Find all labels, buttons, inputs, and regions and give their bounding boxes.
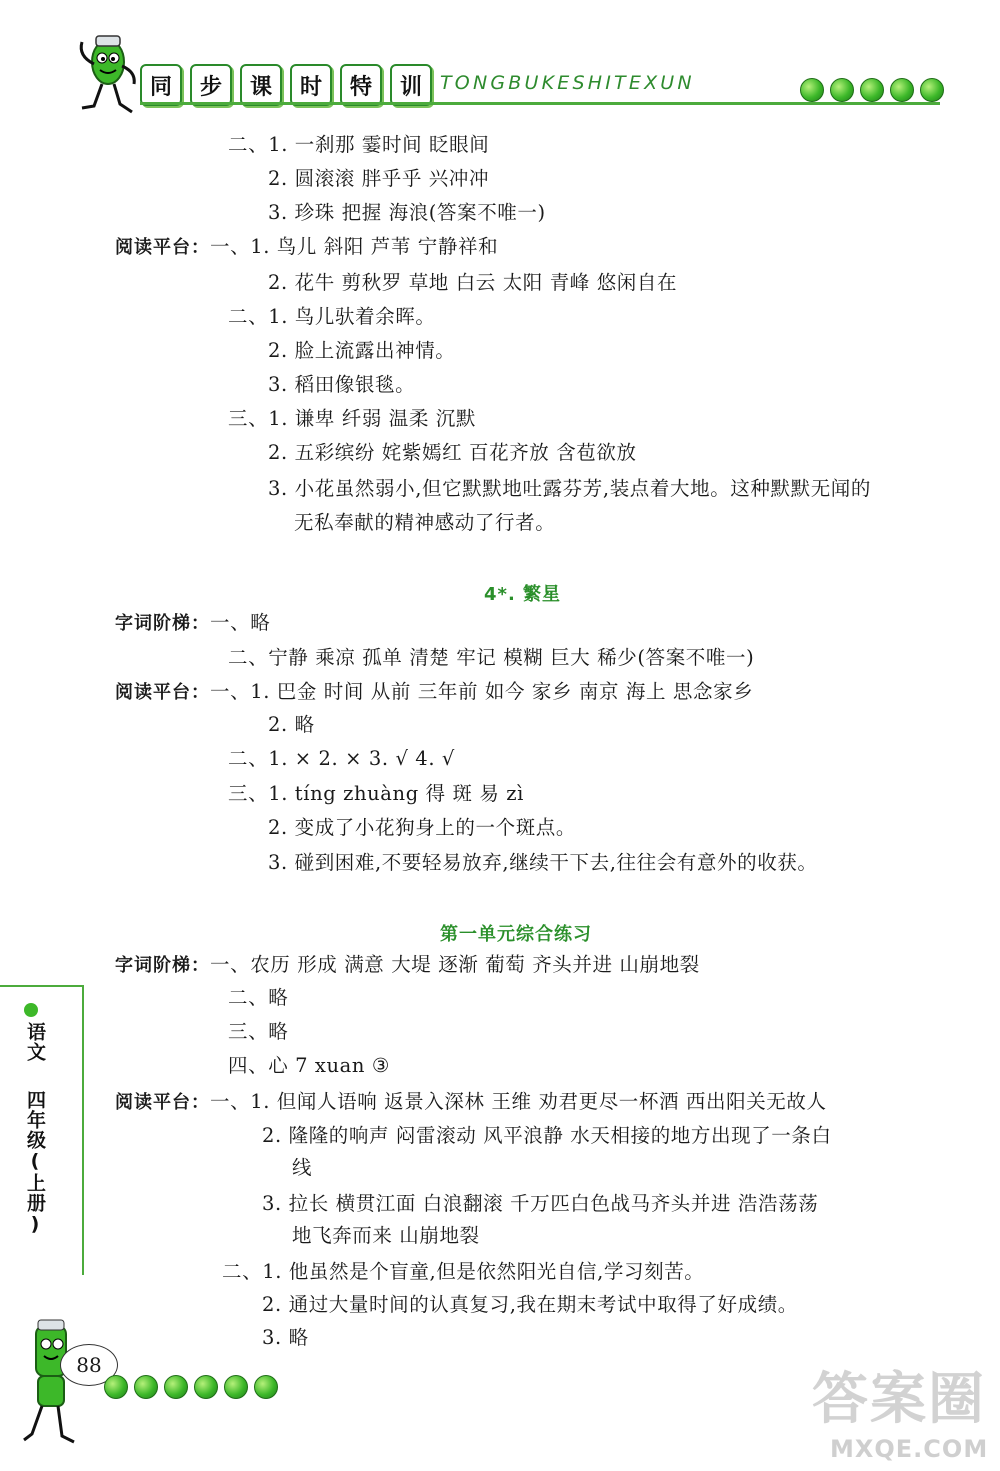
answer-text: 二、1. 鸟儿驮着余晖。 — [228, 305, 436, 328]
answer-line — [268, 815, 576, 841]
answer-line — [115, 610, 270, 637]
section-title: 4*. 繁星 — [484, 584, 562, 605]
answer-text: 一、农历 形成 满意 大堤 逐渐 葡萄 齐头并进 山崩地裂 — [210, 953, 700, 976]
footer-dot-row — [104, 1375, 278, 1399]
answer-text: 3. 拉长 横贯江面 白浪翻滚 千万匹白色战马齐头并进 浩浩荡荡 — [262, 1192, 819, 1215]
section-label: 阅读平台： — [115, 1092, 210, 1113]
answer-line — [268, 712, 315, 738]
answer-line — [115, 234, 498, 261]
watermark-url: MXQE.COM — [830, 1435, 989, 1463]
answer-line — [292, 1155, 312, 1181]
section-label: 阅读平台： — [115, 682, 210, 703]
green-dot-icon — [920, 78, 944, 102]
answer-line — [228, 406, 476, 432]
answer-text: 三、1. 谦卑 纤弱 温柔 沉默 — [228, 407, 476, 430]
section-label: 阅读平台： — [115, 237, 210, 258]
answer-line — [268, 166, 489, 192]
answer-text: 线 — [292, 1156, 313, 1179]
answer-text: 3. 稻田像银毯。 — [268, 373, 416, 396]
answer-text: 一、略 — [210, 611, 271, 634]
answer-line — [228, 781, 524, 807]
title-char: 训 — [390, 64, 432, 106]
answer-text: 3. 珍珠 把握 海浪(答案不唯一) — [268, 201, 546, 224]
answer-line — [268, 850, 818, 876]
green-dot-icon — [830, 78, 854, 102]
pencil-mascot-icon — [72, 28, 142, 118]
answer-line — [294, 510, 555, 536]
sidebar-subject: 语文 — [24, 1022, 46, 1062]
watermark-glyph: 案 — [870, 1367, 926, 1432]
answer-text: 2. 圆滚滚 胖乎乎 兴冲冲 — [268, 167, 490, 190]
header-pinyin: TONGBUKESHITEXUN — [440, 72, 695, 94]
answer-text: 无私奉献的精神感动了行者。 — [294, 511, 556, 534]
answer-text: 一、1. 但闻人语响 返景入深林 王维 劝君更尽一杯酒 西出阳关无故人 — [210, 1090, 827, 1113]
green-dot-icon — [800, 78, 824, 102]
answer-line — [115, 1089, 827, 1116]
answer-text: 四、心 7 xuan ③ — [228, 1054, 390, 1077]
answer-line — [268, 476, 871, 502]
section-label: 字词阶梯： — [115, 955, 210, 976]
green-dot-icon — [134, 1375, 158, 1399]
answer-text: 2. 通过大量时间的认真复习,我在期末考试中取得了好成绩。 — [262, 1293, 798, 1316]
answer-line — [115, 679, 753, 706]
answer-text: 2. 略 — [268, 713, 315, 736]
green-dot-icon — [164, 1375, 188, 1399]
section-title: 第一单元综合练习 — [440, 924, 592, 945]
answer-text: 3. 略 — [262, 1326, 309, 1349]
answer-line — [268, 372, 415, 398]
watermark-glyph: 答 — [812, 1367, 868, 1432]
watermark-logo — [812, 1355, 992, 1465]
sidebar-grade: 四年级(上册) — [24, 1090, 46, 1236]
answer-text: 三、略 — [228, 1020, 289, 1043]
header-dot-row — [800, 78, 944, 102]
page-header — [0, 0, 1000, 125]
answer-line — [228, 645, 754, 671]
answer-line — [228, 1053, 390, 1079]
title-char: 时 — [290, 64, 332, 106]
title-char: 特 — [340, 64, 382, 106]
answer-text: 二、略 — [228, 986, 289, 1009]
green-dot-icon — [890, 78, 914, 102]
answer-line — [292, 1223, 480, 1249]
watermark-glyph: 圈 — [928, 1367, 984, 1432]
answer-text: 2. 变成了小花狗身上的一个斑点。 — [268, 816, 577, 839]
header-rule — [140, 102, 940, 105]
answer-line — [115, 952, 700, 979]
answer-line — [268, 440, 637, 466]
page-number: 88 — [60, 1344, 118, 1386]
answer-text: 3. 碰到困难,不要轻易放弃,继续干下去,往往会有意外的收获。 — [268, 851, 818, 874]
answer-text: 2. 五彩缤纷 姹紫嫣红 百花齐放 含苞欲放 — [268, 441, 637, 464]
title-char: 课 — [240, 64, 282, 106]
answer-text: 3. 小花虽然弱小,但它默默地吐露芬芳,装点着大地。这种默默无闻的 — [268, 477, 872, 500]
answer-text: 一、1. 巴金 时间 从前 三年前 如今 家乡 南京 海上 思念家乡 — [210, 680, 754, 703]
answer-text: 三、1. tíng zhuàng 得 斑 易 zì — [228, 782, 524, 805]
section-label: 字词阶梯： — [115, 613, 210, 634]
green-dot-icon — [194, 1375, 218, 1399]
answer-text: 2. 脸上流露出神情。 — [268, 339, 456, 362]
green-dot-icon — [104, 1375, 128, 1399]
answer-line — [262, 1325, 309, 1351]
answer-line — [268, 200, 546, 226]
green-dot-icon — [24, 1003, 38, 1017]
answer-line — [228, 132, 489, 158]
green-dot-icon — [254, 1375, 278, 1399]
answer-line — [262, 1123, 832, 1149]
answer-line — [228, 985, 288, 1011]
answer-line — [262, 1292, 798, 1318]
answer-text: 2. 隆隆的响声 闷雷滚动 风平浪静 水天相接的地方出现了一条白 — [262, 1124, 832, 1147]
answer-line — [268, 338, 455, 364]
green-dot-icon — [224, 1375, 248, 1399]
answer-text: 二、1. 一刹那 霎时间 眨眼间 — [228, 133, 490, 156]
green-dot-icon — [860, 78, 884, 102]
sidebar-rule — [0, 985, 84, 987]
answer-line — [228, 1019, 288, 1045]
answer-line — [222, 1259, 704, 1285]
answer-line — [228, 746, 455, 772]
answer-line — [228, 304, 436, 330]
title-char: 同 — [140, 64, 182, 106]
answer-text: 一、1. 鸟儿 斜阳 芦苇 宁静祥和 — [210, 235, 499, 258]
answer-text: 二、宁静 乘凉 孤单 清楚 牢记 模糊 巨大 稀少(答案不唯一) — [228, 646, 755, 669]
answer-text: 二、1. 他虽然是个盲童,但是依然阳光自信,学习刻苦。 — [222, 1260, 705, 1283]
sidebar-rule — [82, 985, 84, 1275]
title-char: 步 — [190, 64, 232, 106]
answer-text: 地飞奔而来 山崩地裂 — [292, 1224, 480, 1247]
answer-text: 二、1. × 2. × 3. √ 4. √ — [228, 747, 455, 770]
answer-line — [268, 270, 677, 296]
header-title — [140, 64, 432, 104]
answer-text: 2. 花牛 剪秋罗 草地 白云 太阳 青峰 悠闲自在 — [268, 271, 678, 294]
answer-line — [262, 1191, 818, 1217]
